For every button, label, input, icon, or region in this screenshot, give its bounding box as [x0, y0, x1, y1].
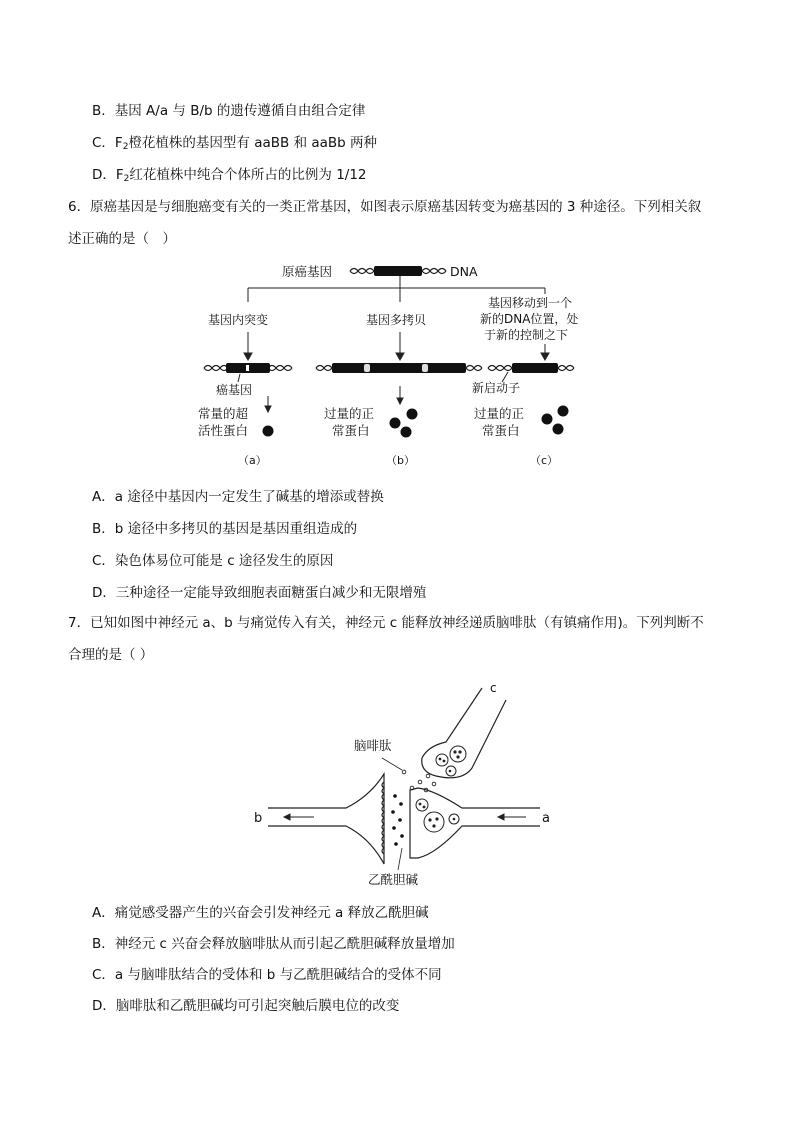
label-branch-c-1: 基因移动到一个	[488, 296, 573, 310]
protein-dot-c2	[558, 406, 569, 417]
relocated-gene-block	[512, 363, 558, 373]
acetylcholine-molecules	[391, 794, 404, 846]
caption-c: （c）	[530, 454, 559, 467]
label-enkephalin: 脑啡肽	[354, 738, 392, 753]
oncogene-pathway-figure	[190, 258, 610, 473]
pointer-oncogene	[238, 374, 240, 382]
q5-option-b: B．基因 A/a 与 B/b 的遗传遵循自由组合定律	[92, 103, 366, 119]
mutation-mark	[246, 365, 249, 371]
q5-option-c: C．$F_2$橙花植株的基因型有 aaBB 和 aaBb 两种	[92, 135, 378, 152]
label-c-protein-2: 常蛋白	[482, 423, 520, 438]
protein-dot-a	[263, 426, 274, 437]
label-a-protein-2: 活性蛋白	[198, 423, 249, 438]
copy-junction-2	[422, 364, 428, 372]
q7-stem-line2: 合理的是（ ）	[68, 647, 154, 663]
q5-option-d: D．$F_2$红花植株中纯合个体所占的比例为 1/12	[92, 167, 367, 184]
caption-a: （a）	[238, 454, 267, 467]
protein-dot-c1	[542, 414, 553, 425]
label-branch-a: 基因内突变	[208, 313, 269, 327]
q6-option-c: C．染色体易位可能是 c 途径发生的原因	[92, 553, 334, 569]
pointer-enkephalin	[382, 758, 402, 770]
neuron-b	[268, 774, 384, 864]
q7-stem-line1: 7．已知如图中神经元 a、b 与痛觉传入有关，神经元 c 能释放神经递质脑啡肽（有镇痛作用)。下列判断不	[68, 615, 704, 631]
label-b-protein-2: 常蛋白	[332, 423, 370, 438]
protein-dot-c3	[553, 424, 564, 435]
multi-copy-block	[332, 363, 466, 373]
label-branch-c-3: 于新的控制之下	[484, 328, 569, 342]
label-branch-c-2: 新的DNA位置，处	[480, 312, 579, 326]
label-new-promoter: 新启动子	[472, 381, 521, 395]
caption-b: （b）	[386, 454, 415, 467]
protein-dot-b2	[407, 409, 418, 420]
vesicle-c2	[436, 754, 448, 766]
label-oncogene: 癌基因	[216, 383, 253, 397]
vesicle-a1	[424, 812, 444, 832]
label-neuron-b: b	[254, 811, 263, 826]
label-acetylcholine: 乙酰胆碱	[368, 872, 419, 887]
q6-stem-line2: 述正确的是（ ）	[68, 231, 176, 247]
label-b-protein-1: 过量的正	[324, 406, 375, 421]
neuron-c	[422, 688, 506, 778]
q6-stem-line1: 6．原癌基因是与细胞癌变有关的一类正常基因，如图表示原癌基因转变为癌基因的 3 种途径。下列相关叙	[68, 199, 702, 215]
label-neuron-c: c	[490, 681, 497, 695]
q7-option-d: D．脑啡肽和乙酰胆碱均可引起突触后膜电位的改变	[92, 998, 400, 1014]
label-proto-oncogene: 原癌基因	[282, 264, 333, 279]
pointer-acetylcholine	[398, 848, 402, 870]
synapse-figure	[250, 678, 560, 890]
label-branch-b: 基因多拷贝	[366, 313, 427, 327]
q6-option-b: B．b 途径中多拷贝的基因是基因重组造成的	[92, 521, 358, 537]
label-dna: DNA	[450, 264, 478, 279]
vesicle-c1	[450, 746, 466, 762]
label-a-protein-1: 常量的超	[198, 406, 249, 421]
copy-junction-1	[364, 364, 370, 372]
q7-option-c: C．a 与脑啡肽结合的受体和 b 与乙酰胆碱结合的受体不同	[92, 967, 442, 983]
vesicle-a2	[416, 799, 428, 811]
q6-option-d: D．三种途径一定能导致细胞表面糖蛋白减少和无限增殖	[92, 585, 427, 601]
q6-option-a: A．a 途径中基因内一定发生了碱基的增添或替换	[92, 489, 384, 505]
signal-arrows	[284, 814, 526, 820]
label-c-protein-1: 过量的正	[474, 406, 525, 421]
q7-option-b: B．神经元 c 兴奋会释放脑啡肽从而引起乙酰胆碱释放量增加	[92, 936, 455, 952]
protein-dot-b1	[390, 418, 401, 429]
q7-option-a: A．痛觉感受器产生的兴奋会引发神经元 a 释放乙酰胆碱	[92, 905, 429, 921]
label-neuron-a: a	[542, 811, 550, 826]
proto-oncogene-block	[374, 266, 422, 276]
neuron-a	[410, 788, 540, 858]
protein-dot-b3	[401, 427, 412, 438]
